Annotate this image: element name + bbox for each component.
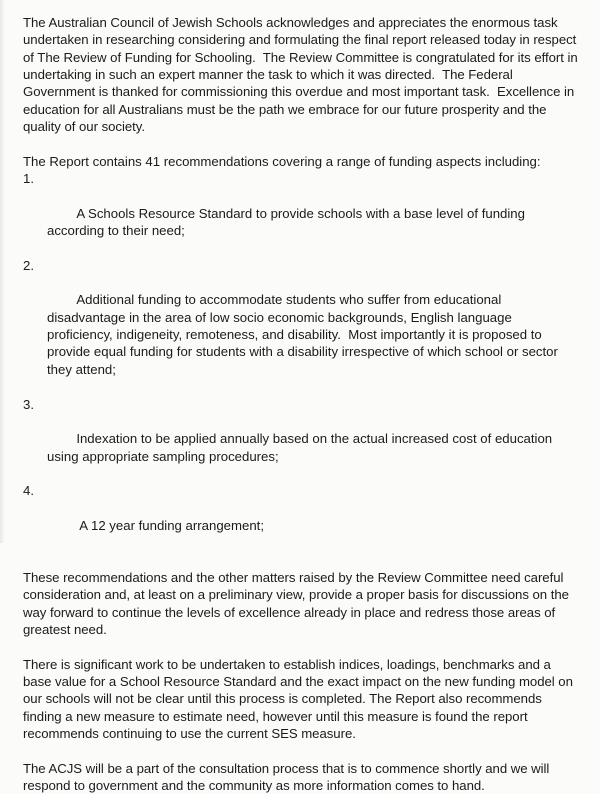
recommendations-intro: The Report contains 41 recommendations covering a range of funding aspects including: <box>23 153 541 169</box>
list-item-number: 3. <box>23 396 34 412</box>
list-item-text: A 12 year funding arrangement; <box>76 517 264 533</box>
list-item-text: A Schools Resource Standard to provide schools with a base level of funding according to their need; <box>47 205 529 239</box>
list-item <box>23 482 578 551</box>
paragraph-acjs-consultation: The ACJS will be a part of the consultation process that is to commence shortly and we will respond to government and the community as more information comes to hand. <box>23 760 553 793</box>
list-item-text: Indexation to be applied annually based on the actual increased cost of education using appropriate sampling procedures; <box>47 431 556 464</box>
list-item-number: 2. <box>23 257 34 273</box>
list-item <box>23 396 578 483</box>
paragraph-implementation-work: There is significant work to be undertaken to establish indices, loadings, benchmarks and a base value for a School Resource Standard and the exact impact on the new funding model on our schools will not be clear until this process is completed. The Report also recommends finding a new measure to estimate need, however until this measure is found the report recommends continuing to use the current SES measure. <box>23 656 577 741</box>
paragraph-consideration: These recommendations and the other matters raised by the Review Committee need careful consideration and, at least on a preliminary view, provide a proper basis for discussions on the way forward to continue the levels of excellence already in place and redress those areas of greatest need. <box>23 569 573 637</box>
paragraph-acknowledgement: The Australian Council of Jewish Schools acknowledges and appreciates the enormous task undertaken in researching considering and formulating the final report released today in respect of The Review of Funding for Schooling. The Review Committee is congratulated for its effort in undertaking in such an expert manner the task to which it was directed. The Federal Government is thanked for commissioning this overdue and most important task. Excellence in education for all Australians must be the path we embrace for our future prosperity and the quality of our society. <box>23 15 582 135</box>
recommendations-list <box>23 170 578 552</box>
list-item <box>23 170 578 257</box>
list-item-text: Additional funding to accommodate students who suffer from educational disadvantage in the area of low socio economic backgrounds, English language proficiency, indigeneity, remoteness, and disability. Most importantly it is proposed to provide equal funding for students with a disability irrespective of which school or sector they attend; <box>47 292 562 377</box>
recommendations-block <box>23 153 578 552</box>
list-item <box>23 257 578 396</box>
list-item-number: 4. <box>23 483 34 499</box>
list-item-number: 1. <box>23 171 34 187</box>
